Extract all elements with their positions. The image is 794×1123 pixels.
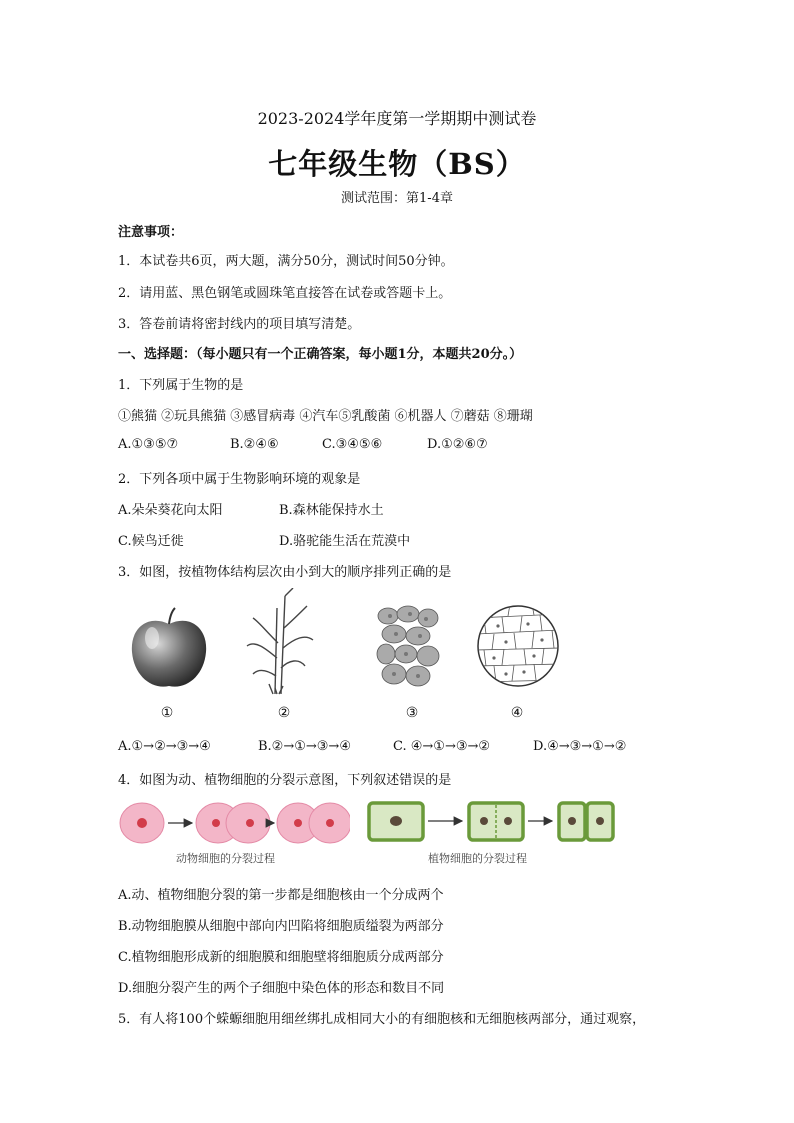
figure-label: ② (277, 705, 291, 721)
option-c: C.③④⑤⑥ (322, 437, 383, 452)
option-c: C.候鸟迁徙 (118, 534, 184, 549)
question-list: ①熊猫 ②玩具熊猫 ③感冒病毒 ④汽车⑤乳酸菌 ⑥机器人 ⑦蘑菇 ⑧珊瑚 (118, 409, 533, 424)
option-c: C. ④→①→③→② (393, 739, 491, 754)
note-item: 1．本试卷共6页，两大题，满分50分，测试时间50分钟。 (118, 254, 454, 269)
option-a: A.动、植物细胞分裂的第一步都是细胞核由一个分成两个 (118, 888, 444, 903)
exam-scope: 测试范围：第1-4章 (341, 191, 453, 206)
option-d: D.细胞分裂产生的两个子细胞中染色体的形态和数目不同 (118, 981, 445, 996)
tissue-figure (376, 604, 442, 690)
plant-cell-division-figure (366, 800, 616, 844)
question-stem: 1．下列属于生物的是 (118, 378, 244, 393)
figure-label: ① (160, 705, 174, 721)
question-stem: 4．如图为动、植物细胞的分裂示意图，下列叙述错误的是 (118, 773, 452, 788)
figure-label: ③ (405, 705, 419, 721)
animal-cell-division-figure (118, 798, 350, 848)
option-d: D.④→③→①→② (533, 739, 627, 754)
note-item: 3．答卷前请将密封线内的项目填写清楚。 (118, 317, 361, 332)
exam-title: 2023-2024学年度第一学期期中测试卷 (257, 109, 537, 128)
section-heading: 一、选择题：（每小题只有一个正确答案，每小题1分，本题共20分。） (118, 347, 523, 362)
option-d: D.①②⑥⑦ (427, 437, 488, 452)
figure-label: ④ (510, 705, 524, 721)
figure-caption: 植物细胞的分裂过程 (428, 852, 527, 865)
option-a: A.①→②→③→④ (118, 739, 211, 754)
question-stem: 3．如图，按植物体结构层次由小到大的顺序排列正确的是 (118, 565, 452, 580)
option-b: B.②④⑥ (230, 437, 279, 452)
option-b: B.动物细胞膜从细胞中部向内凹陷将细胞质缢裂为两部分 (118, 919, 444, 934)
figure-caption: 动物细胞的分裂过程 (176, 852, 275, 865)
option-d: D.骆驼能生活在荒漠中 (279, 534, 411, 549)
option-b: B.②→①→③→④ (258, 739, 351, 754)
apple-figure (128, 606, 210, 692)
microscope-cells-figure (476, 604, 560, 688)
exam-subject-title: 七年级生物（BS） (268, 147, 526, 181)
question-stem: 2．下列各项中属于生物影响环境的观象是 (118, 472, 361, 487)
option-a: A.①③⑤⑦ (118, 437, 179, 452)
option-b: B.森林能保持水土 (279, 503, 384, 518)
question-stem: 5．有人将100个蝾螈细胞用细丝绑扎成相同大小的有细胞核和无细胞核两部分，通过观察， (118, 1012, 646, 1027)
option-c: C.植物细胞形成新的细胞膜和细胞壁将细胞质分成两部分 (118, 950, 444, 965)
plant-figure (245, 588, 315, 696)
note-item: 2．请用蓝、黑色钢笔或圆珠笔直接答在试卷或答题卡上。 (118, 286, 452, 301)
option-a: A.朵朵葵花向太阳 (118, 503, 223, 518)
notes-heading: 注意事项： (118, 225, 184, 240)
